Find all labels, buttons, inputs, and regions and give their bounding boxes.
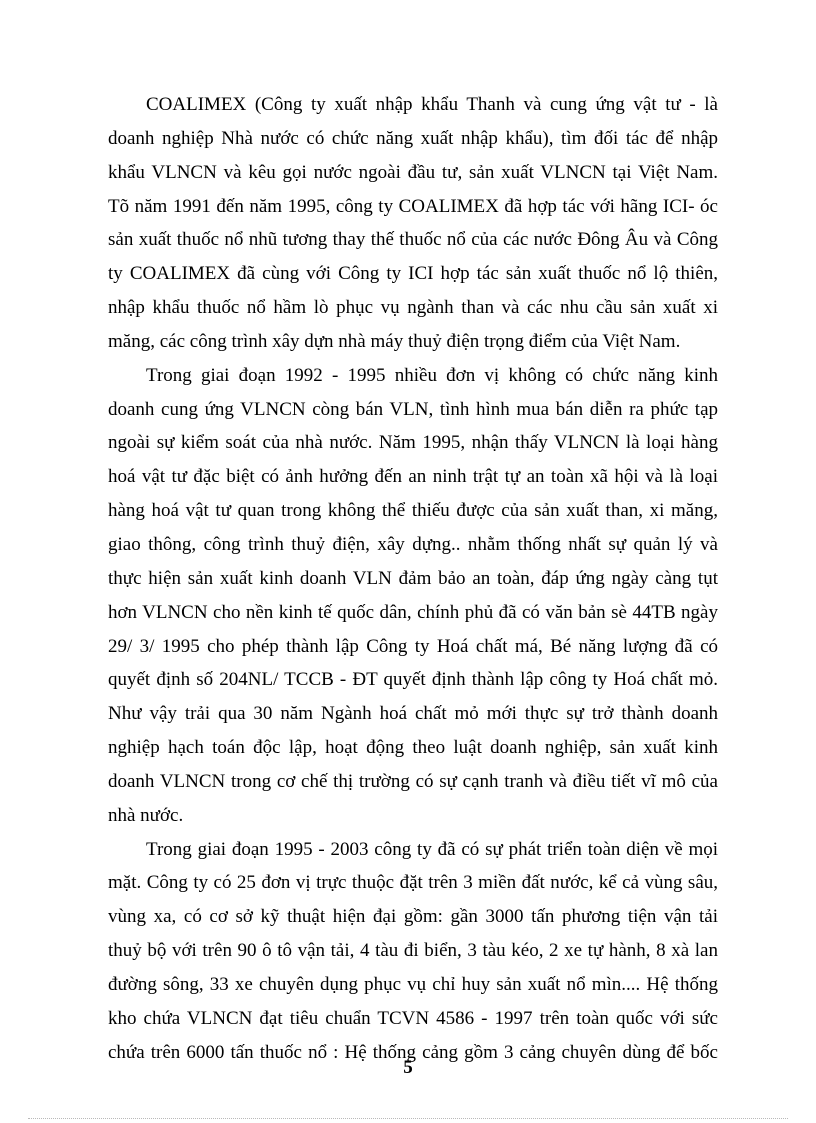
text-line: khẩu VLNCN và kêu gọi nước ngoài đầu tư, sản xuất VLNCN tại Việt Nam. <box>108 161 718 183</box>
text-line: vùng xa, có cơ sở kỹ thuật hiện đại gồm: gần 3000 tấn phương tiện vận tải <box>108 906 718 928</box>
page-bottom-divider <box>28 1118 788 1119</box>
text-line: doanh VLNCN trong cơ chế thị trường có sự cạnh tranh và điều tiết vĩ mô của <box>108 770 718 792</box>
page-number: 5 <box>403 1057 413 1078</box>
text-line: nhà nước. <box>108 804 184 826</box>
text-line: hàng hoá vật tư quan trong không thể thiếu được của sản xuất than, xi măng, <box>108 500 718 522</box>
text-line: măng, các công trình xây dựn nhà máy thuỷ điện trọng điểm của Việt Nam. <box>108 330 681 352</box>
text-line: sản xuất thuốc nổ nhũ tương thay thế thuốc nổ của các nước Đông Âu và Công <box>108 229 718 251</box>
text-line: đường sông, 33 xe chuyên dụng phục vụ chỉ huy sản xuất nổ mìn.... Hệ thống <box>108 973 718 995</box>
text-line: giao thông, công trình thuỷ điện, xây dựng.. nhằm thống nhất sự quản lý và <box>108 533 718 555</box>
paragraph-1 <box>108 88 718 359</box>
text-line: doanh nghiệp Nhà nước có chức năng xuất nhập khẩu), tìm đối tác để nhập <box>108 127 718 149</box>
text-line: 29/ 3/ 1995 cho phép thành lập Công ty Hoá chất má, Bé năng lượng đã có <box>108 635 718 657</box>
text-line: hoá vật tư đặc biệt có ảnh hưởng đến an ninh trật tự an toàn xã hội và là loại <box>108 466 718 488</box>
text-line: nhập khẩu thuốc nổ hầm lò phục vụ ngành than và các nhu cầu sản xuất xi <box>108 297 718 319</box>
text-line: mặt. Công ty có 25 đơn vị trực thuộc đặt trên 3 miền đất nước, kể cả vùng sâu, <box>108 872 718 894</box>
text-line: thuỷ bộ với trên 90 ô tô vận tải, 4 tàu đi biển, 3 tàu kéo, 2 xe tự hành, 8 xà lan <box>108 940 718 962</box>
text-line: Tõ năm 1991 đến năm 1995, công ty COALIMEX đã hợp tác với hãng ICI- óc <box>108 195 718 217</box>
document-body <box>108 88 718 1069</box>
text-line: thực hiện sản xuất kinh doanh VLN đảm bảo an toàn, đáp ứng ngày càng tụt <box>108 567 718 589</box>
text-line: nghiệp hạch toán độc lập, hoạt động theo luật doanh nghiệp, sản xuất kinh <box>108 737 718 759</box>
text-line: hơn VLNCN cho nền kinh tế quốc dân, chính phủ đã có văn bản sè 44TB ngày <box>108 601 718 623</box>
text-line: Như vậy trải qua 30 năm Ngành hoá chất mỏ mới thực sự trở thành doanh <box>108 703 718 725</box>
paragraph-2 <box>108 359 718 833</box>
text-line: COALIMEX (Công ty xuất nhập khẩu Thanh và cung ứng vật tư - là <box>146 94 718 115</box>
text-line: quyết định số 204NL/ TCCB - ĐT quyết định thành lập công ty Hoá chất mỏ. <box>108 669 718 691</box>
text-line: doanh cung ứng VLNCN còng bán VLN, tình hình mua bán diễn ra phức tạp <box>108 398 718 420</box>
text-line: Trong giai đoạn 1992 - 1995 nhiều đơn vị không có chức năng kinh <box>146 364 718 386</box>
text-line: Trong giai đoạn 1995 - 2003 công ty đã có sự phát triển toàn diện về mọi <box>146 838 718 860</box>
text-line: kho chứa VLNCN đạt tiêu chuẩn TCVN 4586 - 1997 trên toàn quốc với sức <box>108 1007 718 1029</box>
text-line: chứa trên 6000 tấn thuốc nổ : Hệ thống cảng gồm 3 cảng chuyên dùng để bốc <box>108 1041 718 1063</box>
text-line: ngoài sự kiểm soát của nhà nước. Năm 1995, nhận thấy VLNCN là loại hàng <box>108 432 718 454</box>
text-line: ty COALIMEX đã cùng với Công ty ICI hợp tác sản xuất thuốc nổ lộ thiên, <box>108 263 718 285</box>
paragraph-3 <box>108 833 718 1070</box>
